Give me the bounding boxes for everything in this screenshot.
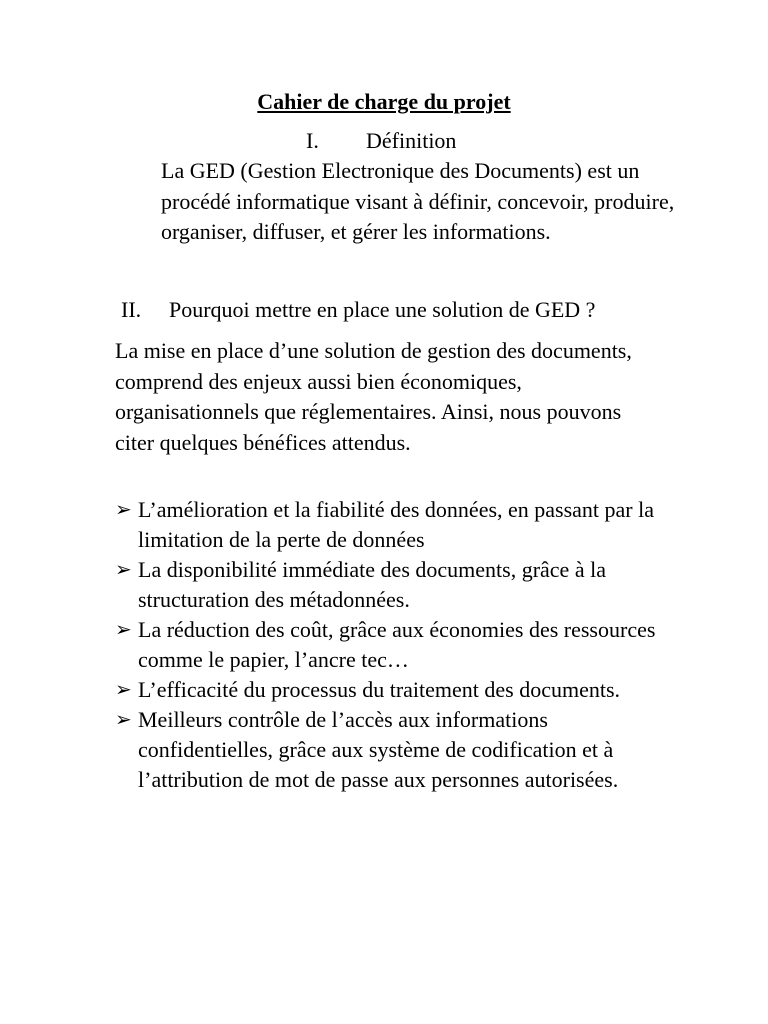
arrow-bullet-icon: ➢	[115, 709, 132, 731]
list-item-text: L’efficacité du processus du traitement des documents.	[138, 677, 621, 702]
section-1-body: La GED (Gestion Electronique des Documents) est un procédé informatique visant à définir, concevoir, produire, organiser, diffuser, et gérer les informations.	[161, 158, 675, 244]
list-item	[115, 705, 675, 795]
section-2-number: II.	[121, 297, 142, 322]
list-item	[115, 495, 675, 555]
arrow-bullet-icon: ➢	[115, 679, 132, 701]
list-item-text: L’amélioration et la fiabilité des données, en passant par la limitation de la perte de données	[138, 497, 655, 552]
section-1-title: Définition	[366, 128, 457, 153]
list-item-text: La réduction des coût, grâce aux économies des ressources comme le papier, l’ancre tec…	[138, 617, 656, 672]
section-2-title: Pourquoi mettre en place une solution de GED ?	[169, 297, 596, 322]
section-1-heading	[306, 127, 456, 155]
document-title: Cahier de charge du projet	[257, 89, 511, 114]
arrow-bullet-icon: ➢	[115, 499, 132, 521]
list-item	[115, 555, 675, 615]
section-2-body: La mise en place d’une solution de gestion des documents, comprend des enjeux aussi bien économiques, organisationnels que réglementaires. Ainsi, nous pouvons citer quelques bénéfices attendus.	[115, 338, 632, 455]
list-item	[115, 615, 675, 675]
list-item-text: La disponibilité immédiate des documents, grâce à la structuration des métadonnées.	[138, 557, 606, 612]
arrow-bullet-icon: ➢	[115, 619, 132, 641]
arrow-bullet-icon: ➢	[115, 559, 132, 581]
section-2-heading	[121, 296, 595, 324]
list-item-text: Meilleurs contrôle de l’accès aux informations confidentielles, grâce aux système de codification et à l’attribution de mot de passe aux personnes autorisées.	[138, 707, 619, 792]
list-item	[115, 675, 675, 705]
section-1-number: I.	[306, 128, 319, 153]
benefits-list	[115, 495, 675, 795]
